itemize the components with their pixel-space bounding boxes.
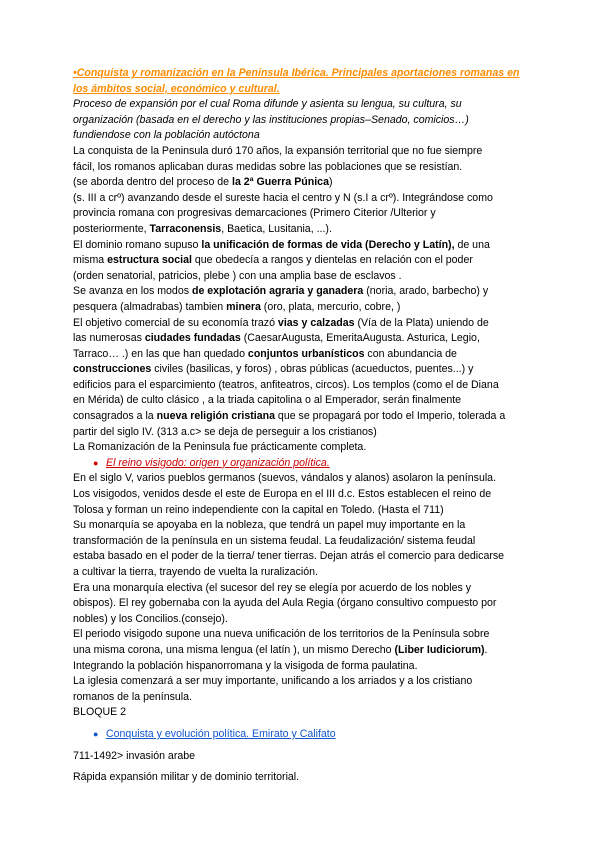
text-line: La iglesia comenzará a ser muy importante, unificando a los arriados y a los cristiano (73, 675, 473, 688)
text-line: estaba basado en el poder de la tierra/ tener tierras. Dejan atrás el comercio para dedicarse (73, 550, 505, 563)
text-line: Tarraco… .) en las que han quedado conjuntos urbanísticos con abundancia de (73, 347, 457, 360)
text-line: El objetivo comercial de su economía trazó vias y calzadas (Vía de la Plata) uniendo de (73, 316, 489, 329)
text-line: Proceso de expansión por el cual Roma difunde y asienta su lengua, su cultura, su (73, 98, 462, 111)
text-line: Integrando la población hispanorromana y la visigoda de forma paulatina. (73, 659, 418, 672)
text-line: posteriormente, Tarraconensis, Baetica, Lusitania, ...). (73, 222, 332, 235)
text-line: a cultivar la tierra, trayendo de vuelta la ruralización. (73, 566, 318, 578)
visigodo-text (73, 471, 531, 721)
text-line: fácil, los romanos aplicaban duras medidas sobre las poblaciones que se resistían. (73, 160, 463, 173)
text-line: una misma corona, una misma lengua (el latín ), un mismo Derecho (Liber Iudiciorum). (73, 643, 488, 656)
section-title: •Conquista y romanización en la Península Ibérica. Principales aportaciones romanas en los ámbitos social, económico y cultural. (73, 67, 520, 95)
text-line: partir del siglo IV. (313 a.c> se deja de perseguir a los cristianos) (73, 425, 377, 438)
text-line: La Romanización de la Peninsula fue prácticamente completa. (73, 441, 367, 454)
text-line: Los visigodos, venidos desde el este de Europa en el III d.c. Estos establecen el reino de (73, 488, 492, 501)
text-line: En el siglo V, varios pueblos germanos (suevos, vándalos y alanos) asolaron la península. (73, 472, 497, 485)
text-line: fundiendose con la población autóctona (73, 129, 260, 142)
text-line: en Mérida) de culto clásico , a la triada capitolina o al Emperador, serán finalmente (73, 394, 462, 407)
document-body (73, 66, 531, 786)
text-line: Era una monarquía electiva (el sucesor del rey se elegía por acuerdo de los nobles y (73, 581, 472, 594)
text-line: provincia romana con progresivas demarcaciones (Primero Citerior /Ulterior y (73, 207, 436, 220)
section-heading-label[interactable]: Conquista y evolución política. Emirato y Califato (106, 727, 336, 740)
text-line: edificios para el esparcimiento (teatros, anfiteatros, circos). Los templos (como el de Diana (73, 378, 499, 391)
text-line: consagrados a la nueva religión cristiana que se propagará por todo el Imperio, tolerada a (73, 410, 506, 423)
text-line: pesquera (almadrabas) tambien minera (oro, plata, mercurio, cobre, ) (73, 300, 401, 313)
text-line: construcciones civiles (basilicas, y foros) , obras públicas (acueductos, puentes...) y (73, 363, 474, 376)
text-line: nobles) y los Concilios.(consejo). (73, 612, 228, 625)
invasion-line: 711-1492> invasión arabe (73, 749, 196, 762)
section-heading-label[interactable]: El reino visigodo: origen y organización política. (106, 456, 330, 469)
text-line: El periodo visigodo supone una nueva unificación de los territorios de la Península sobre (73, 628, 490, 641)
text-line: (orden senatorial, patricios, plebe ) con una amplia base de esclavos . (73, 269, 402, 282)
text-line: (s. III a crº) avanzando desde el sureste hacia el centro y N (s.I a crº). Integrándose como (73, 191, 493, 204)
text-line: misma estructura social que obedecía a rangos y dientelas en relación con el poder (73, 254, 473, 267)
text-line: transformación de la península en un sistema feudal. La feudalización/ sistema feudal (73, 534, 476, 547)
text-line: La conquista de la Peninsula duró 170 años, la expansión territorial que no fue siempre (73, 144, 483, 157)
text-line: organización (basada en el derecho y las instituciones propias–Senado, comicios…) (73, 113, 469, 126)
bullet-icon: ● (93, 728, 99, 739)
section-heading-visigodo[interactable] (73, 456, 531, 472)
romanization-text (73, 97, 531, 456)
text-line: (se aborda dentro del proceso de la 2ª Guerra Púnica) (73, 176, 333, 189)
text-line: El dominio romano supuso la unificación de formas de vida (Derecho y Latín), de una (73, 238, 490, 251)
text-line: BLOQUE 2 (73, 706, 126, 719)
section-heading-conquista[interactable] (73, 727, 531, 743)
text-line: romanos de la península. (73, 690, 192, 703)
text-line: Tolosa y forman un reino independiente con la capital en Toledo. (Hasta el 711) (73, 503, 444, 516)
text-line: Se avanza en los modos de explotación agraria y ganadera (noria, arado, barbecho) y (73, 285, 489, 298)
text-line: obispos). El rey gobernaba con la ayuda del Aula Regia (órgano consultivo compuesto por (73, 597, 497, 610)
text-line: Su monarquía se apoyaba en la nobleza, que tendrá un papel muy importante en la (73, 519, 466, 532)
expansion-line: Rápida expansión militar y de dominio territorial. (73, 771, 300, 784)
bullet-icon: ● (93, 457, 99, 468)
text-line: las numerosas ciudades fundadas (CaesarAugusta, EmeritaAugusta. Asturica, Legio, (73, 332, 480, 345)
